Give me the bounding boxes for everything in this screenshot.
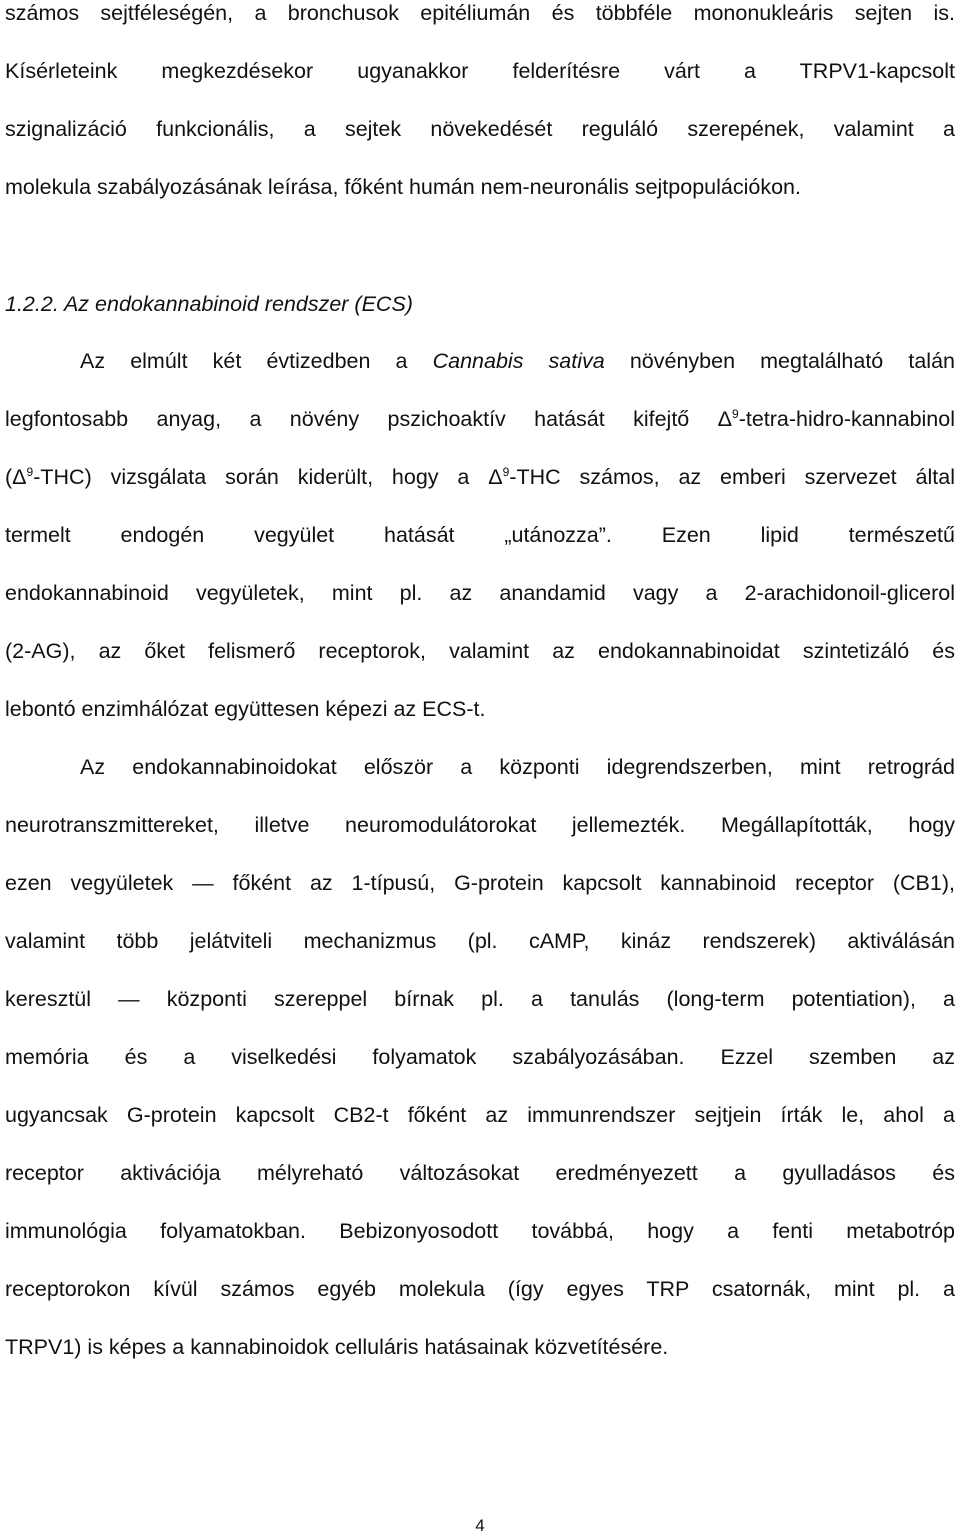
text-line: Kísérleteink megkezdésekor ugyanakkor felderítésre várt a TRPV1-kapcsolt [5, 59, 955, 83]
text-line: ezen vegyületek — főként az 1-típusú, G-protein kapcsolt kannabinoid receptor (CB1), [5, 871, 955, 895]
text-line: memória és a viselkedési folyamatok szabályozásában. Ezzel szemben az [5, 1045, 955, 1069]
page-number: 4 [475, 1516, 485, 1535]
text-line: Az elmúlt két évtizedben a Cannabis sativa növényben megtalálható talán [80, 349, 955, 373]
text-line: neurotranszmittereket, illetve neuromodulátorokat jellemezték. Megállapították, hogy [5, 813, 955, 837]
text-line: (2-AG), az őket felismerő receptorok, valamint az endokannabinoidat szintetizáló és [5, 639, 955, 663]
text-line: molekula szabályozásának leírása, főként humán nem-neuronális sejtpopulációkon. [5, 175, 801, 199]
text-line: receptorokon kívül számos egyéb molekula (így egyes TRP csatornák, mint pl. a [5, 1277, 955, 1301]
text-line: ugyancsak G-protein kapcsolt CB2-t főként az immunrendszer sejtjein írták le, ahol a [5, 1103, 955, 1127]
species-name: Cannabis sativa [432, 349, 605, 373]
text-line: számos sejtféleségén, a bronchusok epitéliumán és többféle mononukleáris sejten is. [5, 1, 955, 25]
text-line: keresztül — központi szereppel bírnak pl. a tanulás (long-term potentiation), a [5, 987, 955, 1011]
text-line: immunológia folyamatokban. Bebizonyosodott továbbá, hogy a fenti metabotróp [5, 1219, 955, 1243]
text-line: szignalizáció funkcionális, a sejtek növekedését reguláló szerepének, valamint a [5, 117, 955, 141]
text-line: legfontosabb anyag, a növény pszichoaktív hatását kifejtő $\Delta^9-tetra-hidro$-kannabinol [5, 407, 955, 431]
section-heading: 1.2.2. Az endokannabinoid rendszer (ECS) [5, 292, 413, 316]
text-line: Az endokannabinoidokat először a központi idegrendszerben, mint retrográd [80, 755, 955, 779]
text-line: valamint több jelátviteli mechanizmus (pl. cAMP, kináz rendszerek) aktiválásán [5, 929, 955, 953]
text-line: lebontó enzimhálózat együttesen képezi az ECS-t. [5, 697, 486, 721]
text-line: $(\Delta^9-THC)$ vizsgálata során kiderült, hogy a $\Delta^9$-THC számos, az emberi szervezet által [5, 465, 955, 489]
text-line: termelt endogén vegyület hatását „utánozza”. Ezen lipid természetű [5, 523, 955, 547]
text-line: receptor aktivációja mélyreható változásokat eredményezett a gyulladásos és [5, 1161, 955, 1185]
text-line: TRPV1) is képes a kannabinoidok celluláris hatásainak közvetítésére. [5, 1335, 669, 1359]
text-line: endokannabinoid vegyületek, mint pl. az anandamid vagy a 2-arachidonoil-glicerol [5, 581, 955, 605]
